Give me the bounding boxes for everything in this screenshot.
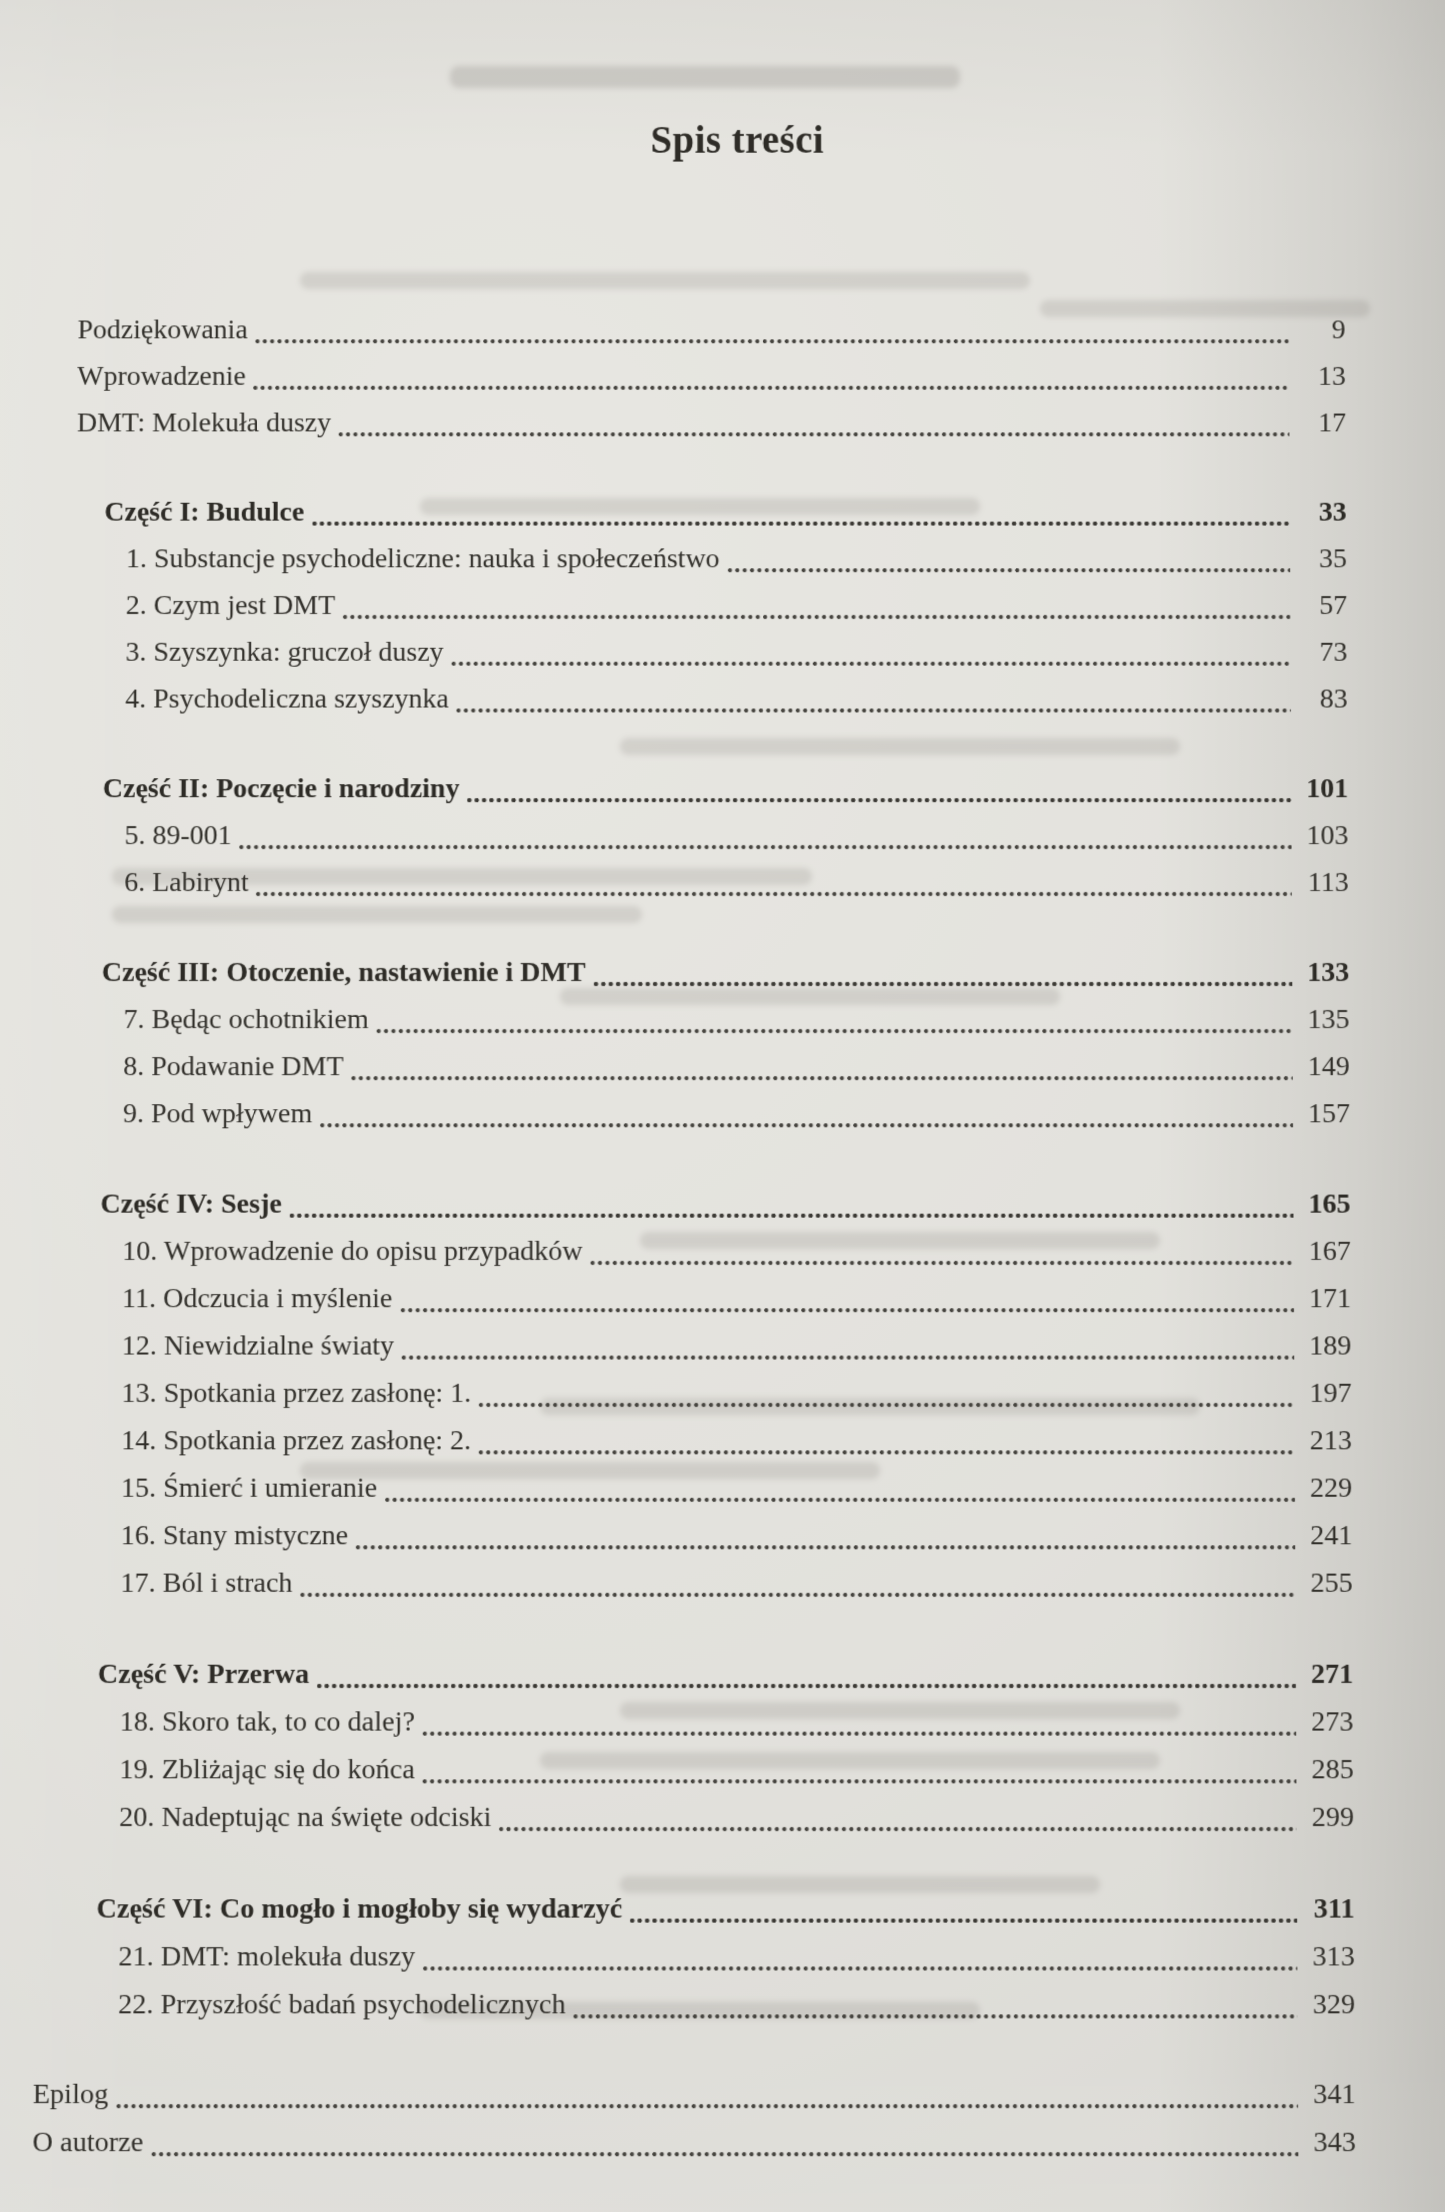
dot-leader [573,2013,1298,2019]
entry-label: 6. Labirynt [124,867,249,899]
front-matter [43,307,1346,447]
entry-label: Część III: Otoczenie, nastawienie i DMT [101,957,586,989]
page-number: 113 [1307,867,1349,899]
page-number: 17 [1318,407,1347,439]
dot-leader [456,707,1291,713]
page-number: 285 [1311,1753,1354,1786]
dot-leader [478,1402,1294,1408]
dot-leader [399,1307,1294,1313]
part-section [33,1885,1355,2029]
entry-label: Wprowadzenie [77,361,246,392]
part-heading [102,949,1350,996]
back-matter [32,2070,1356,2166]
page-number: 311 [1313,1893,1355,1925]
toc-entry [123,996,1349,1043]
page-title: Spis treści [650,119,825,162]
page-number: 157 [1307,1098,1351,1130]
toc-entry [77,353,1346,400]
dot-leader [422,1731,1296,1737]
page-number: 189 [1309,1330,1352,1362]
part-heading [103,765,1349,812]
entry-label: Część I: Budulce [104,496,305,528]
page-number: 341 [1313,2078,1356,2111]
toc-entry [122,1322,1352,1369]
toc-entry [126,536,1347,583]
dot-leader [422,1778,1297,1784]
page-number: 167 [1308,1235,1351,1267]
toc-entry [32,2118,1356,2166]
entry-label: 20. Nadeptując na święte odciski [119,1801,492,1834]
page-number: 135 [1307,1004,1350,1036]
page-number: 13 [1317,361,1346,392]
entry-label: 22. Przyszłość badań psychodelicznych [118,1988,566,2021]
page-number: 343 [1313,2126,1357,2159]
dot-leader [150,2151,1298,2157]
page-number: 33 [1318,496,1347,528]
toc-entry [121,1370,1351,1417]
entry-label: 1. Substancje psychodeliczne: nauka i społeczeństwo [125,543,720,575]
dot-leader [253,385,1289,391]
page-number: 57 [1319,590,1348,621]
entry-label: Podziękowania [77,314,248,346]
entry-label: 5. 89-001 [124,820,232,852]
dot-leader [422,1965,1297,1971]
entry-label: 7. Będąc ochotnikiem [123,1004,369,1036]
entry-label: 11. Odczucia i myślenie [121,1283,393,1315]
part-heading [100,1181,1350,1228]
dot-leader [450,661,1290,667]
dot-leader [384,1497,1295,1503]
part-section [41,489,1348,723]
dot-leader [590,1260,1294,1266]
entry-label: 3. Szyszynka: gruczoł duszy [125,636,444,668]
entry-label: 13. Spotkania przez zasłonę: 1. [121,1377,472,1409]
dot-leader [338,431,1289,437]
dot-leader [239,844,1292,850]
entry-label: 10. Wprowadzenie do opisu przypadków [122,1235,583,1267]
entry-label: 17. Ból i strach [120,1567,293,1599]
page-number: 103 [1306,820,1349,852]
page-number: 255 [1310,1567,1353,1599]
dot-leader [115,2103,1298,2109]
part-section [39,949,1350,1137]
toc-entry [121,1464,1352,1511]
page-content [0,8,1445,2212]
toc-entry [121,1417,1352,1464]
toc-entry [121,1512,1353,1560]
toc-entry [118,1933,1355,1981]
entry-label: 19. Zbliżając się do końca [119,1753,415,1786]
entry-label: 16. Stany mistyczne [120,1520,349,1552]
page-number: 213 [1309,1425,1353,1457]
part-section [34,1651,1354,1842]
toc-entry [119,1746,1354,1794]
toc-entry [118,1981,1355,2029]
entry-label: DMT: Molekuła duszy [76,407,332,439]
part-section [40,765,1349,906]
dot-leader [351,1075,1293,1081]
page-number: 101 [1306,773,1349,805]
toc-entry [123,1043,1350,1090]
page-number: 171 [1308,1283,1352,1315]
dot-leader [311,521,1290,527]
entry-label: 21. DMT: molekuła duszy [118,1940,416,1973]
toc-entry [124,859,1349,906]
page-number: 73 [1319,636,1348,668]
page-number: 229 [1309,1472,1353,1504]
dot-leader [376,1028,1293,1034]
dot-leader [466,797,1291,803]
page-number: 9 [1331,314,1346,346]
page-number: 271 [1310,1658,1354,1691]
page-number: 149 [1307,1051,1350,1083]
entry-label: 14. Spotkania przez zasłonę: 2. [121,1425,472,1457]
toc-entry [119,1794,1354,1842]
dot-leader [300,1592,1296,1598]
entry-label: Część V: Przerwa [97,1658,310,1691]
parts [33,489,1355,2029]
dot-leader [355,1544,1295,1550]
dot-leader [629,1918,1297,1924]
dot-leader [593,981,1293,987]
dot-leader [342,614,1290,620]
page-number: 273 [1311,1706,1354,1738]
part-heading [104,489,1347,536]
dot-leader [727,567,1291,573]
dot-leader [256,891,1292,897]
toc-entry [77,400,1346,447]
entry-label: 2. Czym jest DMT [125,590,336,621]
toc-entry [77,307,1345,353]
dot-leader [319,1122,1293,1128]
dot-leader [316,1683,1296,1689]
table-of-contents [0,307,1445,2167]
page-number: 241 [1310,1520,1353,1552]
toc-entry [122,1275,1351,1322]
toc-entry [120,1559,1353,1607]
entry-label: 15. Śmierć i umieranie [120,1472,378,1504]
page-number: 299 [1311,1801,1355,1834]
dot-leader [499,1826,1297,1832]
part-heading [96,1885,1354,1933]
page-number: 197 [1309,1377,1352,1409]
entry-label: 18. Skoro tak, to co dalej? [119,1706,415,1738]
page-number: 83 [1319,683,1348,715]
toc-entry [125,676,1348,723]
toc-entry [120,1698,1354,1746]
entry-label: Część II: Poczęcie i narodziny [102,773,460,805]
entry-label: 12. Niewidzialne światy [121,1330,395,1362]
dot-leader [289,1213,1294,1219]
entry-label: O autorze [32,2126,144,2159]
entry-label: Część VI: Co mogło i mogłoby się wydarzyć [96,1893,623,1925]
toc-entry [126,582,1348,629]
dot-leader [401,1355,1294,1361]
dot-leader [255,338,1289,344]
page-number: 165 [1308,1188,1351,1220]
entry-label: 8. Podawanie DMT [123,1051,344,1083]
toc-entry [124,812,1348,859]
entry-label: 9. Pod wpływem [122,1098,313,1130]
page-number: 329 [1312,1988,1356,2021]
entry-label: Część IV: Sesje [100,1188,282,1220]
toc-entry [122,1228,1351,1275]
entry-label: Epilog [32,2078,109,2111]
toc-entry [33,2070,1356,2118]
page-number: 313 [1312,1940,1355,1973]
page-number: 133 [1307,957,1350,989]
toc-entry [125,629,1347,676]
dot-leader [478,1449,1295,1455]
part-heading [98,1651,1354,1699]
page-number: 35 [1318,543,1347,575]
part-section [36,1181,1353,1607]
entry-label: 4. Psychodeliczna szyszynka [125,683,449,715]
toc-entry [123,1090,1350,1137]
